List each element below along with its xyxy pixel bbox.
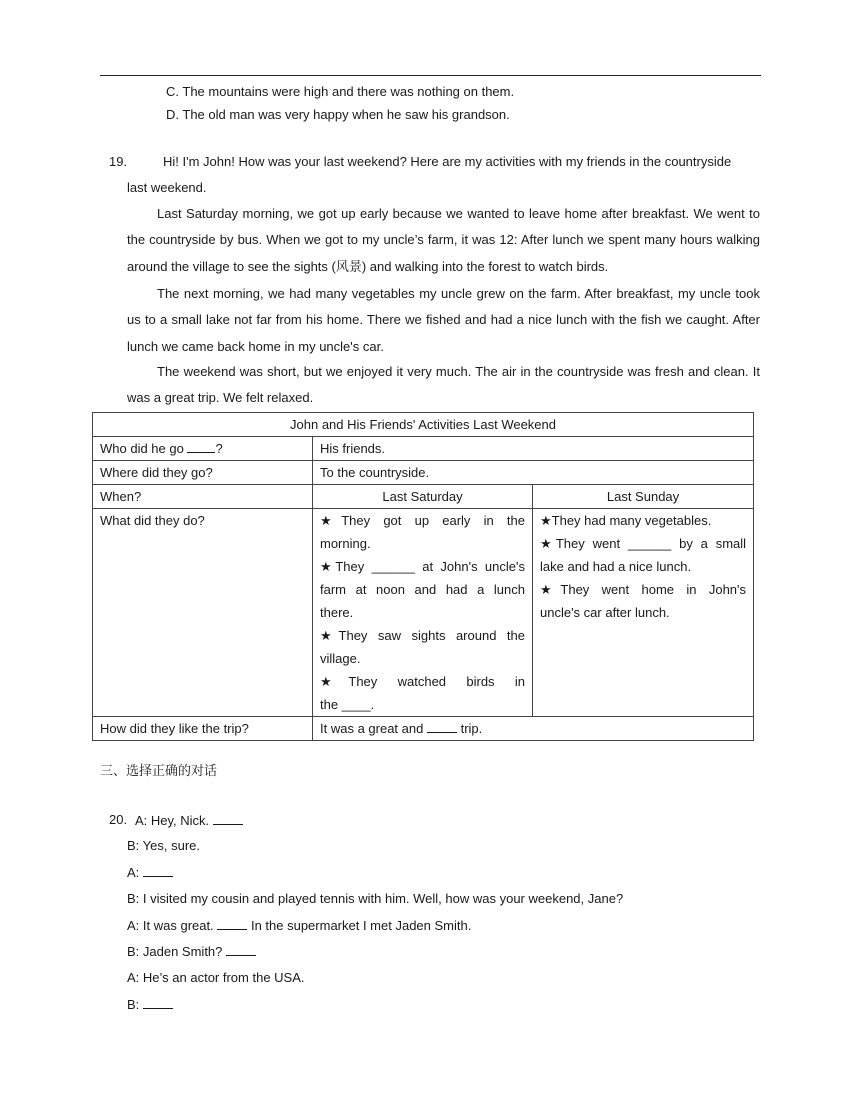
table-title: John and His Friends' Activities Last Weekend xyxy=(93,413,754,437)
answer-who: His friends. xyxy=(313,437,754,461)
passage-paragraph-1: Last Saturday morning, we got up early because we wanted to leave home after breakfast. We went to the countryside by bus. When we got to my uncle’s farm, it was 12: After lunch we spent many hours walking around the village to see the sights (风景) and walking into the forest to watch birds. xyxy=(127,206,760,274)
dialogue-line-1: A: Hey, Nick. xyxy=(135,812,243,829)
question-who: Who did he go ? xyxy=(93,437,313,461)
dialogue-blank[interactable] xyxy=(143,996,173,1009)
question-19-intro: Hi! I'm John! How was your last weekend? Here are my activities with my friends in the countryside xyxy=(163,154,732,169)
table-row-how xyxy=(93,717,754,741)
option-d xyxy=(166,107,510,123)
sunday-activities: ★They had many vegetables. ★They went ______ by a small lake and had a nice lunch. ★They went home in John's uncle's car after lunch. xyxy=(533,509,754,717)
header-rule xyxy=(100,75,761,76)
dialogue-blank[interactable] xyxy=(217,917,247,930)
dialogue-blank[interactable] xyxy=(213,812,243,825)
passage-paragraph-3: The weekend was short, but we enjoyed it very much. The air in the countryside was fresh and clean. It was a great trip. We felt relaxed. xyxy=(127,364,760,406)
option-d-letter: D. xyxy=(166,107,179,122)
question-19-intro-cont: last weekend. xyxy=(127,180,207,195)
answer-how: It was a great and trip. xyxy=(313,717,754,741)
question-what: What did they do? xyxy=(93,509,313,717)
activities-table xyxy=(92,412,754,741)
option-c-letter: C. xyxy=(166,84,179,99)
dialogue-line-7: A: He’s an actor from the USA. xyxy=(127,970,305,985)
dialogue-blank[interactable] xyxy=(143,864,173,877)
when-saturday: Last Saturday xyxy=(313,485,533,509)
saturday-activities: ★They got up early in the morning. ★They ______ at John's uncle's farm at noon and had a lunch there. ★They saw sights around the village. ★They watched birds in the ____. xyxy=(313,509,533,717)
section-title: 三、选择正确的对话 xyxy=(100,764,218,779)
option-c xyxy=(166,84,514,100)
option-c-text: The mountains were high and there was nothing on them. xyxy=(182,84,515,99)
question-where: Where did they go? xyxy=(93,461,313,485)
dialogue-line-3: A: xyxy=(127,864,173,881)
question-how: How did they like the trip? xyxy=(93,717,313,741)
dialogue-line-2: B: Yes, sure. xyxy=(127,838,200,853)
table-row-what xyxy=(93,509,754,717)
answer-where: To the countryside. xyxy=(313,461,754,485)
dialogue-line-4: B: I visited my cousin and played tennis with him. Well, how was your weekend, Jane? xyxy=(127,891,624,906)
answer-blank[interactable] xyxy=(427,720,457,733)
table-row-who xyxy=(93,437,754,461)
question-20-number: 20. xyxy=(109,812,128,827)
when-sunday: Last Sunday xyxy=(533,485,754,509)
dialogue-line-8: B: xyxy=(127,996,173,1013)
dialogue-line-5: A: It was great. In the supermarket I met Jaden Smith. xyxy=(127,918,472,933)
dialogue-blank[interactable] xyxy=(226,943,256,956)
answer-blank[interactable] xyxy=(187,440,215,453)
option-d-text: The old man was very happy when he saw his grandson. xyxy=(182,107,510,122)
table-row-where xyxy=(93,461,754,485)
table-row-when xyxy=(93,485,754,509)
question-19-number: 19. xyxy=(109,154,128,169)
passage-paragraph-2: The next morning, we had many vegetables my uncle grew on the farm. After breakfast, my uncle took us to a small lake not far from his home. There we fished and had a nice lunch with the fish we caught. After lunch we came back home in my uncle's car. xyxy=(127,286,760,354)
table-title-row xyxy=(93,413,754,437)
question-when: When? xyxy=(93,485,313,509)
dialogue-line-6: B: Jaden Smith? xyxy=(127,943,256,960)
